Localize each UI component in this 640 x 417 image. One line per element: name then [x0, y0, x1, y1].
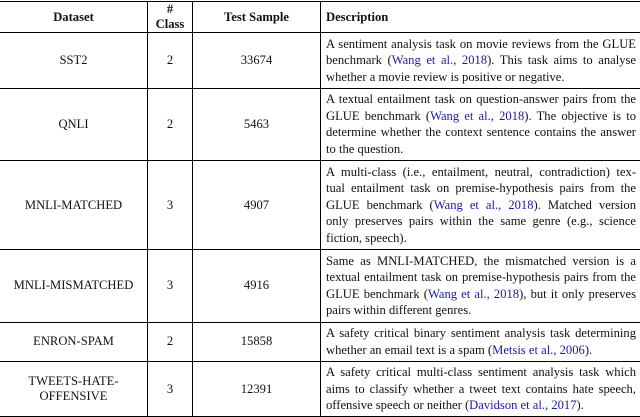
test-sample-cell: 4916 [193, 250, 321, 322]
description-text: A safety critical binary sentiment analysis task determining [326, 326, 636, 340]
description-text: fiction, speech). [326, 231, 407, 245]
dataset-cell: MNLI-MATCHED [0, 161, 148, 250]
test-sample-cell: 33674 [193, 33, 321, 89]
citation-link[interactable]: Wang et al., 2018 [392, 53, 487, 67]
description-line [326, 180, 636, 197]
description-line [326, 342, 636, 359]
citation-link[interactable]: Davidson et al., 2017 [469, 398, 576, 412]
description-line [326, 230, 636, 247]
description-line [326, 197, 636, 214]
description-line [326, 213, 636, 230]
description-text: textual entailment task on premise-hypothesis pairs from the [326, 270, 636, 284]
description-line [326, 286, 636, 303]
description-text: tual entailment task on premise-hypothesis pairs from the [326, 181, 636, 195]
description-text: only preserves pairs within the same genre (e.g., science [326, 214, 636, 228]
description-text: GLUE benchmark ( [326, 287, 428, 301]
dataset-cell: ENRON-SPAM [0, 322, 148, 361]
description-cell [321, 161, 640, 250]
table-row [0, 322, 640, 361]
description-text: A sentiment analysis task on movie reviews from the GLUE [326, 37, 636, 51]
header-test-sample: Test Sample [193, 2, 321, 33]
description-line [326, 141, 636, 158]
description-line [326, 364, 636, 381]
description-cell [321, 33, 640, 89]
description-text: ). This task aims to analyse [487, 53, 636, 67]
description-line [326, 302, 636, 319]
description-line [326, 164, 636, 181]
description-text: ), but it only preserves [519, 287, 636, 301]
class-count-cell: 2 [148, 33, 193, 89]
description-cell [321, 361, 640, 417]
header-row [0, 2, 640, 33]
description-cell [321, 88, 640, 160]
description-line [326, 36, 636, 53]
class-count-cell: 2 [148, 322, 193, 361]
dataset-cell: MNLI-MISMATCHED [0, 250, 148, 322]
description-text: ). The objective is to [524, 109, 636, 123]
description-text: to the question. [326, 142, 403, 156]
description-cell [321, 250, 640, 322]
description-text: determine whether the context sentence contains the answer [326, 125, 636, 139]
test-sample-cell: 12391 [193, 361, 321, 417]
description-line [326, 69, 636, 86]
description-line [326, 269, 636, 286]
class-count-cell: 3 [148, 361, 193, 417]
description-text: ). [577, 398, 584, 412]
class-count-cell: 2 [148, 88, 193, 160]
citation-link[interactable]: Wang et al., 2018 [430, 109, 524, 123]
description-line [326, 108, 636, 125]
dataset-table [0, 1, 640, 417]
description-text: GLUE benchmark ( [326, 198, 434, 212]
description-text: benchmark ( [326, 53, 392, 67]
dataset-cell: SST2 [0, 33, 148, 89]
header-description: Description [321, 2, 640, 33]
header-class: # Class [148, 2, 193, 33]
description-line [326, 91, 636, 108]
description-line [326, 381, 636, 398]
table-row [0, 250, 640, 322]
description-line [326, 52, 636, 69]
description-line [326, 325, 636, 342]
description-line [326, 397, 636, 414]
description-text: ). Matched version [534, 198, 637, 212]
citation-link[interactable]: Wang et al., 2018 [428, 287, 519, 301]
description-line [326, 124, 636, 141]
header-dataset: Dataset [0, 2, 148, 33]
description-line [326, 253, 636, 270]
table-row [0, 88, 640, 160]
description-text: A textual entailment task on question-answer pairs from the [326, 92, 636, 106]
description-text: ). [585, 343, 592, 357]
description-text: A multi-class (i.e., entailment, neutral, contradiction) tex- [326, 165, 636, 179]
test-sample-cell: 15858 [193, 322, 321, 361]
dataset-cell: TWEETS-HATE-OFFENSIVE [0, 361, 148, 417]
description-text: pairs within different genres. [326, 303, 471, 317]
table-row [0, 361, 640, 417]
description-text: offensive speech or neither ( [326, 398, 469, 412]
test-sample-cell: 5463 [193, 88, 321, 160]
description-text: A safety critical multi-class sentiment analysis task which [326, 365, 636, 379]
table-row [0, 161, 640, 250]
class-count-cell: 3 [148, 250, 193, 322]
class-count-cell: 3 [148, 161, 193, 250]
citation-link[interactable]: Metsis et al., 2006 [492, 343, 585, 357]
description-text: whether an email text is a spam ( [326, 343, 492, 357]
table-row [0, 33, 640, 89]
description-text: Same as MNLI-MATCHED, the mismatched version is a [326, 254, 636, 268]
description-text: GLUE benchmark ( [326, 109, 430, 123]
test-sample-cell: 4907 [193, 161, 321, 250]
description-text: aims to classify whether a tweet text contains hate speech, [326, 382, 636, 396]
description-cell [321, 322, 640, 361]
citation-link[interactable]: Wang et al., 2018 [434, 198, 534, 212]
description-text: whether a movie review is positive or negative. [326, 70, 565, 84]
dataset-cell: QNLI [0, 88, 148, 160]
